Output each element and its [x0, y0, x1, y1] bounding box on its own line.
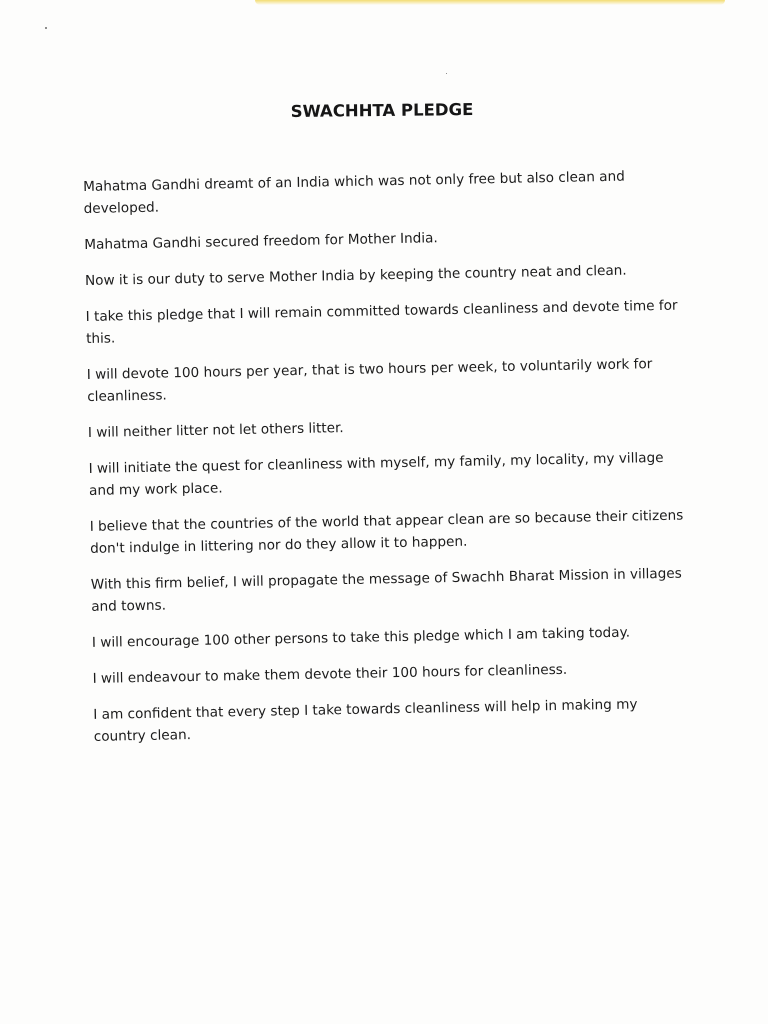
pledge-paragraph-11: I will endeavour to make them devote their 100 hours for cleanliness.	[92, 661, 568, 687]
pledge-paragraph-1: Mahatma Gandhi dreamt of an India which was not only free but also clean and developed.	[83, 168, 625, 217]
pledge-paragraph-7: I will initiate the quest for cleanliness with myself, my family, my locality, my village and my work place.	[88, 449, 664, 499]
page-title: SWACHHTA PLEDGE	[290, 100, 474, 121]
pledge-body	[83, 164, 694, 761]
paper-speck	[446, 73, 447, 74]
pledge-paragraph-4: I take this pledge that I will remain committed towards cleanliness and devote time for this.	[85, 297, 678, 347]
pledge-paragraph-10: I will encourage 100 other persons to take this pledge which I am taking today.	[91, 624, 631, 651]
pledge-paragraph-5: I will devote 100 hours per year, that is two hours per week, to voluntarily work for cleanliness.	[86, 356, 653, 405]
paper-speck	[45, 27, 47, 29]
pledge-paragraph-2: Mahatma Gandhi secured freedom for Mother India.	[84, 230, 438, 253]
pledge-paragraph-8: I believe that the countries of the world that appear clean are so because their citizens don't indulge in littering nor do they allow it to happen.	[89, 507, 684, 557]
pledge-paragraph-6: I will neither litter not let others litter.	[87, 420, 344, 441]
pledge-paragraph-9: With this firm belief, I will propagate the message of Swachh Bharat Mission in villages and towns.	[90, 565, 682, 615]
pledge-paragraph-3: Now it is our duty to serve Mother India by keeping the country neat and clean.	[84, 262, 627, 289]
paper-edge	[255, 0, 725, 5]
pledge-paragraph-12: I am confident that every step I take towards cleanliness will help in making my country clean.	[93, 696, 638, 745]
